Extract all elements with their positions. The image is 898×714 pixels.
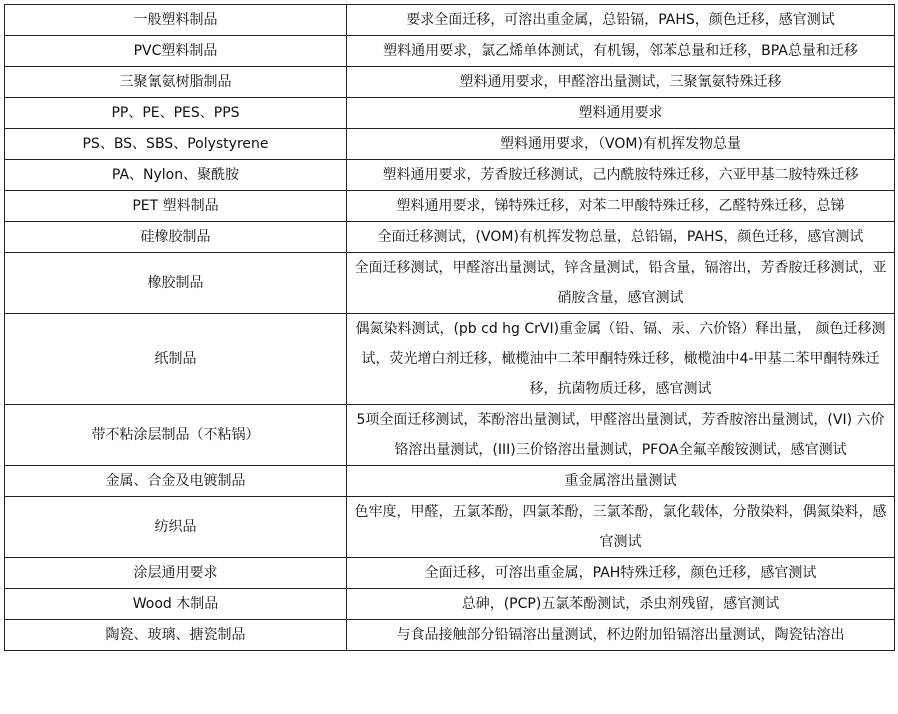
category-cell: 陶瓷、玻璃、搪瓷制品 xyxy=(5,620,347,651)
category-cell: 橡胶制品 xyxy=(5,253,347,314)
table-row xyxy=(5,253,895,314)
table-row xyxy=(5,160,895,191)
requirements-cell: 总砷，(PCP)五氯苯酚测试，杀虫剂残留，感官测试 xyxy=(347,589,895,620)
requirements-cell: 塑料通用要求，（VOM)有机挥发物总量 xyxy=(347,129,895,160)
category-cell: 三聚氰氨树脂制品 xyxy=(5,67,347,98)
category-cell: 一般塑料制品 xyxy=(5,5,347,36)
table-row xyxy=(5,67,895,98)
test-requirements-table xyxy=(4,4,895,651)
table-row xyxy=(5,314,895,405)
category-cell: PS、BS、SBS、Polystyrene xyxy=(5,129,347,160)
table-row xyxy=(5,558,895,589)
requirements-cell: 5项全面迁移测试，苯酚溶出量测试，甲醛溶出量测试，芳香胺溶出量测试，(VI) 六价铬溶出量测试，(III)三价铬溶出量测试，PFOA全氟辛酸铵测试，感官测试 xyxy=(347,405,895,466)
table-row xyxy=(5,191,895,222)
table-row xyxy=(5,466,895,497)
requirements-cell: 塑料通用要求，氯乙烯单体测试，有机锡，邻苯总量和迁移，BPA总量和迁移 xyxy=(347,36,895,67)
table-row xyxy=(5,36,895,67)
category-cell: Wood 木制品 xyxy=(5,589,347,620)
category-cell: 纸制品 xyxy=(5,314,347,405)
requirements-cell: 塑料通用要求，甲醛溶出量测试，三聚氰氨特殊迁移 xyxy=(347,67,895,98)
table-row xyxy=(5,98,895,129)
category-cell: 涂层通用要求 xyxy=(5,558,347,589)
category-cell: 硅橡胶制品 xyxy=(5,222,347,253)
requirements-cell: 全面迁移测试，(VOM)有机挥发物总量，总铅镉，PAHS，颜色迁移，感官测试 xyxy=(347,222,895,253)
requirements-cell: 塑料通用要求 xyxy=(347,98,895,129)
table-row xyxy=(5,129,895,160)
requirements-cell: 全面迁移测试，甲醛溶出量测试，锌含量测试，铅含量，镉溶出，芳香胺迁移测试，亚硝胺含量，感官测试 xyxy=(347,253,895,314)
category-cell: PA、Nylon、聚酰胺 xyxy=(5,160,347,191)
table-row xyxy=(5,222,895,253)
requirements-cell: 重金属溶出量测试 xyxy=(347,466,895,497)
category-cell: PVC塑料制品 xyxy=(5,36,347,67)
requirements-cell: 塑料通用要求，锑特殊迁移，对苯二甲酸特殊迁移，乙醛特殊迁移，总锑 xyxy=(347,191,895,222)
table-row xyxy=(5,589,895,620)
category-cell: 纺织品 xyxy=(5,497,347,558)
requirements-cell: 与食品接触部分铅镉溶出量测试，杯边附加铅镉溶出量测试，陶瓷钴溶出 xyxy=(347,620,895,651)
requirements-cell: 偶氮染料测试，(pb cd hg CrVI)重金属（铅、镉、汞、六价铬）释出量， 颜色迁移测试，荧光增白剂迁移，橄榄油中二苯甲酮特殊迁移，橄榄油中4-甲基二苯甲酮特殊迁移，抗菌物质迁移，感官测试 xyxy=(347,314,895,405)
table-row xyxy=(5,497,895,558)
requirements-cell: 全面迁移，可溶出重金属，PAH特殊迁移，颜色迁移，感官测试 xyxy=(347,558,895,589)
category-cell: 金属、合金及电镀制品 xyxy=(5,466,347,497)
category-cell: 带不粘涂层制品（不粘锅） xyxy=(5,405,347,466)
category-cell: PET 塑料制品 xyxy=(5,191,347,222)
requirements-cell: 塑料通用要求，芳香胺迁移测试，己内酰胺特殊迁移，六亚甲基二胺特殊迁移 xyxy=(347,160,895,191)
requirements-cell: 要求全面迁移，可溶出重金属，总铅镉，PAHS，颜色迁移，感官测试 xyxy=(347,5,895,36)
table-row xyxy=(5,620,895,651)
table-row xyxy=(5,5,895,36)
requirements-cell: 色牢度，甲醛，五氯苯酚，四氯苯酚，三氯苯酚，氯化载体，分散染料，偶氮染料，感官测试 xyxy=(347,497,895,558)
table-row xyxy=(5,405,895,466)
category-cell: PP、PE、PES、PPS xyxy=(5,98,347,129)
